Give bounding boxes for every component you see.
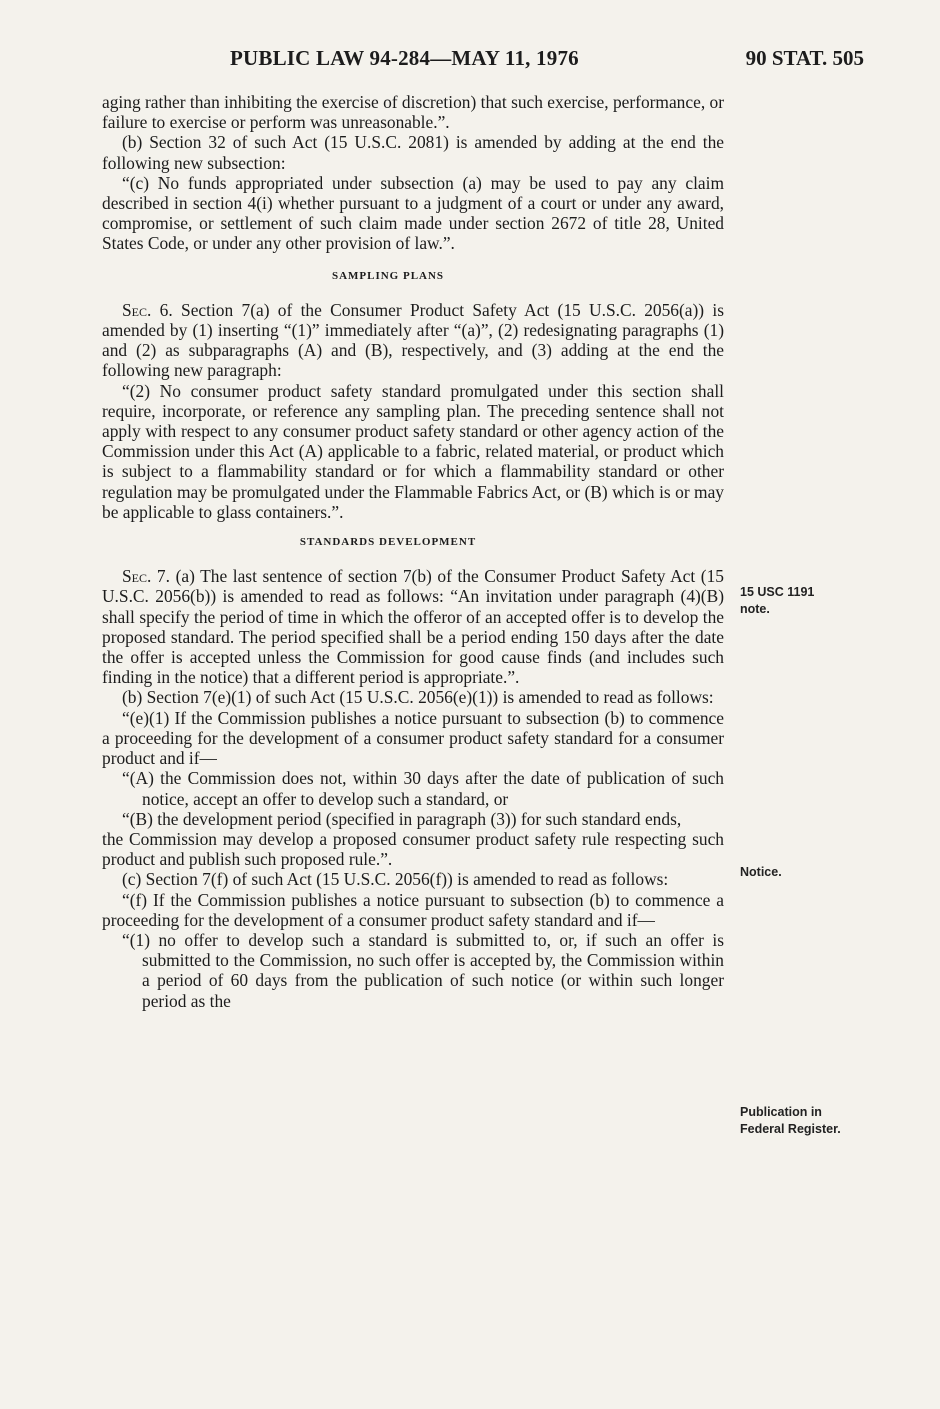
paragraph-section-7e1-amendment: (b) Section 7(e)(1) of such Act (15 U.S.C. 2056(e)(1)) is amended to read as follows: [122,687,714,708]
heading-standards-development: STANDARDS DEVELOPMENT [299,536,477,549]
paragraph-clause-a: “(A) the Commission does not, within 30 days after the date of publication of such notice, accept an offer to develop such a standard, or [122,768,724,809]
main-text-column [102,92,724,1011]
paragraph-sec-6 [102,300,724,381]
paragraph-subsection-c: “(c) No funds appropriated under subsection (a) may be used to pay any claim described in section 4(i) whether pursuant to a judgment of a court or under any award, compromise, or settlement of such claim made under section 2672 of title 28, United States Code, or under any other provision of law.”. [102,172,724,254]
paragraph-section-32-amendment: (b) Section 32 of such Act (15 U.S.C. 2081) is amended by adding at the end the following new subsection: [102,132,724,173]
statute-page-number: 90 STAT. 505 [745,46,864,70]
margin-note-publication [740,1104,880,1138]
sec-7-text: (a) The last sentence of section 7(b) of the Consumer Product Safety Act (15 U.S.C. 2056(b)) is amended to read as follows: “An invitation under paragraph (4)(B) shall specify the period of time in which the offeror of an accepted offer is to develop the proposed standard. The period specified shall be a period ending 150 days after the date the offer is accepted unless the Commission for good cause finds (and includes such finding in the notice) that a different period is appropriate.”. [102,566,724,688]
heading-sampling-plans: SAMPLING PLANS [331,269,445,282]
paragraph-continuation: aging rather than inhibiting the exercise of discretion) that such exercise, performance, or failure to exercise or perform was unreasonable.”. [102,92,724,133]
paragraph-commission-proposal: the Commission may develop a proposed consumer product safety rule respecting such product and publish such proposed rule.”. [102,828,724,870]
page-title: PUBLIC LAW 94-284—MAY 11, 1976 [230,46,579,70]
margin-note-usc [740,584,880,618]
paragraph-clause-b: “(B) the development period (specified in paragraph (3)) for such standard ends, [122,808,682,829]
margin-note-publication-line1: Publication in [740,1105,822,1119]
margin-note-notice: Notice. [740,865,782,879]
sec-6-text: Section 7(a) of the Consumer Product Safety Act (15 U.S.C. 2056(a)) is amended by (1) inserting “(1)” immediately after “(a)”, (2) redesignating paragraphs (1) and (2) as subparagraphs (A) and (B), respectively, and (3) adding at the end the following new paragraph: [102,299,725,381]
paragraph-7f-text: “(f) If the Commission publishes a notice pursuant to subsection (b) to commence a proceeding for the development of a consumer product safety standard and if— [102,889,724,930]
paragraph-7e1-text: “(e)(1) If the Commission publishes a notice pursuant to subsection (b) to commence a proceeding for the development of a consumer product safety standard for a consumer product and if— [102,707,724,769]
section-label: Sec. 6. [122,299,173,320]
page-header [0,44,940,74]
margin-note-usc-line1: 15 USC 1191 [740,585,815,599]
section-label: Sec. 7. [122,566,170,587]
paragraph-clause-1: “(1) no offer to develop such a standard is submitted to, or, if such an offer is submitted to the Commission, no such offer is accepted by, the Commission within a period of 60 days from the publication of such notice (or within such longer period as the [122,929,724,1011]
margin-note-usc-line2: note. [740,602,770,616]
margin-note-publication-line2: Federal Register. [740,1122,841,1136]
paragraph-sampling-standard: “(2) No consumer product safety standard promulgated under this section shall require, incorporate, or reference any sampling plan. The preceding sentence shall not apply with respect to any consumer product safety standard or other agency action of the Commission under this Act (A) applicable to a fabric, related material, or product which is subject to a flammability standard or for which a flammability standard or other regulation may be promulgated under the Flammable Fabrics Act, or (B) which is or may be applicable to glass containers.”. [102,380,724,522]
paragraph-section-7f-amendment: (c) Section 7(f) of such Act (15 U.S.C. 2056(f)) is amended to read as follows: [122,869,669,890]
paragraph-sec-7 [102,566,724,687]
